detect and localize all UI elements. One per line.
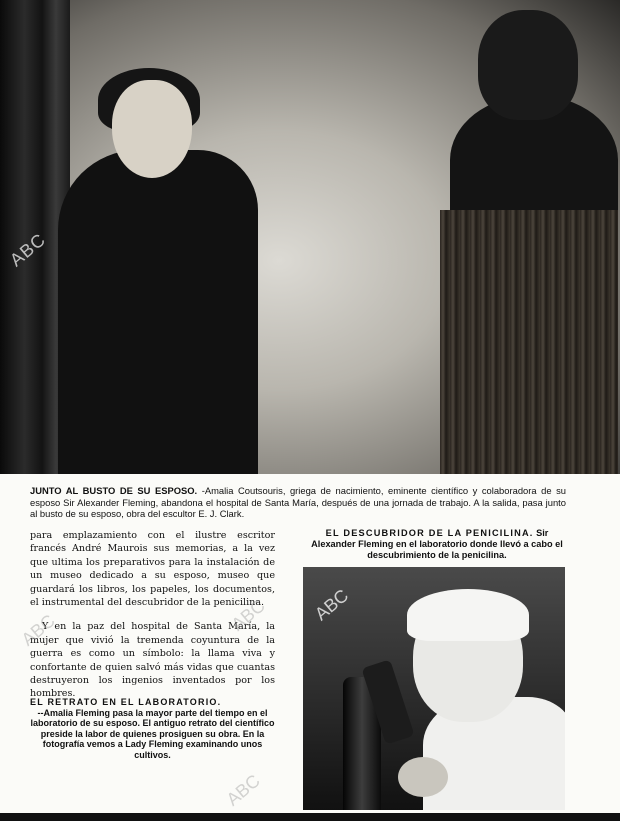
- fleming-hand: [398, 757, 448, 797]
- watermark-abc: ABC: [227, 595, 269, 635]
- lab-caption-text: --Amalia Fleming pasa la mayor parte del tiempo en el laboratorio de su esposo. El antiguo retrato del científico preside la labor de quienes prosiguen su obra. En la fotografía vemos a Lady Fleming examinando unos cultivos.: [30, 707, 275, 760]
- lab-caption-title: EL RETRATO EN EL LABORATORIO.: [30, 697, 222, 707]
- wooden-pedestal: [440, 210, 618, 474]
- main-photo-caption: [30, 485, 566, 520]
- bottom-rule: [0, 813, 620, 821]
- watermark-abc: ABC: [222, 770, 264, 810]
- watermark-abc: ABC: [17, 610, 59, 650]
- main-caption-text: -Amalia Coutsouris, griega de nacimiento, eminente científico y colaboradora de su esposo Sir Alexander Fleming, abandona el hospital de Santa María, después de una jornada de trabajo. A la salida, pasa junto al busto de su esposo, obra del escultor E. J. Clark.: [30, 485, 566, 520]
- woman-face: [112, 80, 192, 178]
- body-paragraph: para emplazamiento con el ilustre escritor francés André Maurois sus memorias, a la vez que ultima los preparativos para la instalación de un museo dedicado a su esposo, museo que guardará los libros, los papeles, los documentos, el instrumental del descubridor de la penicilina.: [30, 530, 275, 609]
- fleming-hair: [407, 589, 529, 641]
- body-paragraph: Y en la paz del hospital de Santa María, la mujer que vivió la tremenda coyuntura de la guerra es como un símbolo: la llama viva y confortante de quien salvó más vidas que cuantas destruyeron los ingenios inventados por los hombres.: [30, 621, 275, 700]
- bust-head: [478, 10, 578, 120]
- watermark-abc: ABC: [311, 585, 353, 625]
- discoverer-caption: [308, 528, 566, 560]
- discoverer-caption-text: Sir Alexander Fleming en el laboratorio donde llevó a cabo el descubrimiento de la penicilina.: [311, 528, 563, 560]
- lab-caption: [30, 697, 275, 761]
- main-caption-title: JUNTO AL BUSTO DE SU ESPOSO.: [30, 485, 198, 496]
- discoverer-caption-title: EL DESCUBRIDOR DE LA PENICILINA.: [325, 528, 534, 538]
- fleming-lab-photo: [303, 567, 565, 810]
- woman-figure: [58, 150, 258, 474]
- watermark-abc: ABC: [6, 229, 50, 271]
